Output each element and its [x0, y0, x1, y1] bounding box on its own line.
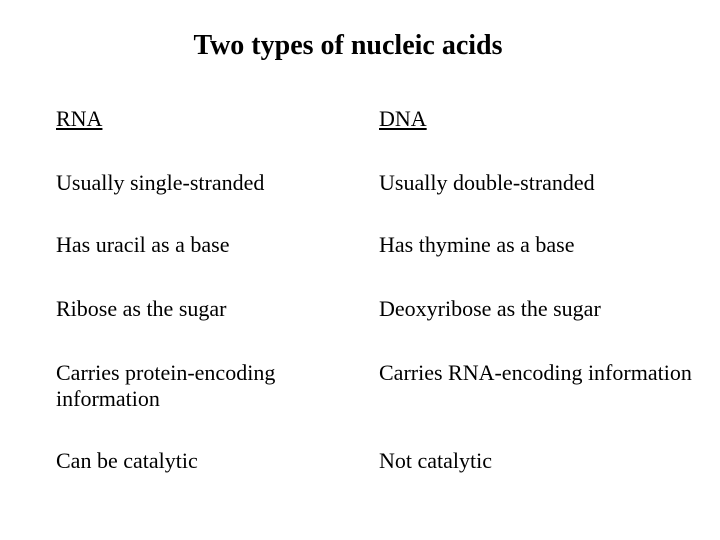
- dna-sugar: Deoxyribose as the sugar: [379, 296, 601, 321]
- dna-strandedness: Usually double-stranded: [379, 170, 595, 195]
- rna-strandedness: Usually single-stranded: [56, 170, 265, 195]
- rna-information: Carries protein-encoding information: [56, 360, 276, 411]
- rna-catalysis: Can be catalytic: [56, 448, 198, 473]
- dna-base: Has thymine as a base: [379, 232, 575, 257]
- header-rna: RNA: [56, 106, 103, 131]
- rna-base: Has uracil as a base: [56, 232, 230, 257]
- header-dna: DNA: [379, 106, 427, 131]
- dna-catalysis: Not catalytic: [379, 448, 493, 473]
- dna-information: Carries RNA-encoding information: [379, 360, 692, 385]
- slide-title: Two types of nucleic acids: [193, 30, 503, 61]
- rna-sugar: Ribose as the sugar: [56, 296, 227, 321]
